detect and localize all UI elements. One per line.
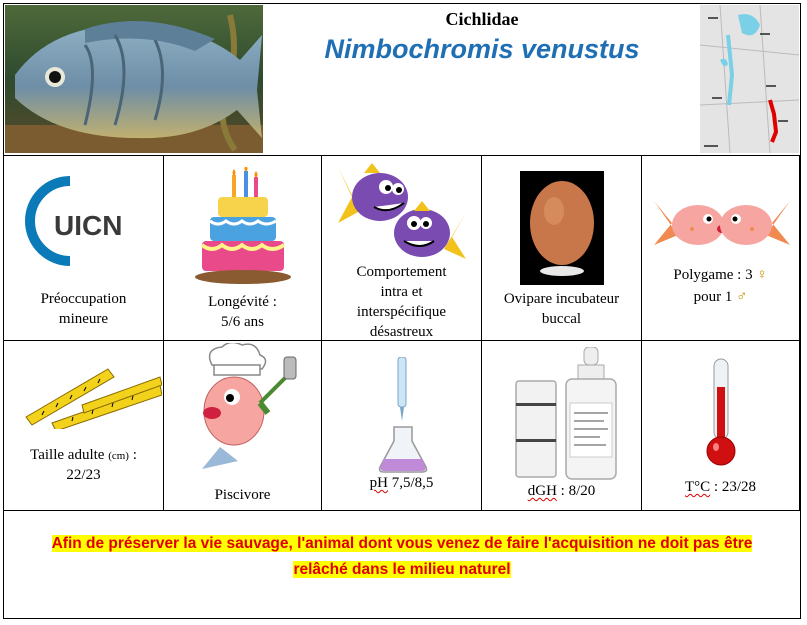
info-grid xyxy=(4,155,800,511)
temp-cell xyxy=(642,341,800,511)
social-label-2 xyxy=(642,287,799,307)
uicn-logo xyxy=(24,175,146,267)
thermometer-icon xyxy=(704,357,738,467)
species-name: Nimbochromis venustus xyxy=(324,34,640,64)
temp-label: T°C : 23/28 xyxy=(684,479,756,495)
social-label-1 xyxy=(642,265,799,285)
behavior-label-1: Comportement xyxy=(356,264,447,280)
ph-label: pH 7,5/8,5 xyxy=(369,475,434,491)
longevity-cell xyxy=(164,155,322,341)
svg-text:UICN: UICN xyxy=(54,210,123,241)
dgh-label: dGH : 8/20 xyxy=(527,483,596,499)
warning-line-2: relâché dans le milieu naturel xyxy=(293,561,511,578)
chef-fish-icon xyxy=(190,343,300,473)
male-symbol-icon: ♂ xyxy=(736,289,748,305)
behavior-label-3: interspécifique xyxy=(356,304,447,320)
diet-cell xyxy=(164,341,322,511)
ph-cell xyxy=(322,341,482,511)
behavior-cell xyxy=(322,155,482,341)
distribution-map xyxy=(700,5,799,153)
breeding-label-2: buccal xyxy=(541,311,582,327)
size-cell xyxy=(4,341,164,511)
behavior-label-4: désastreux xyxy=(369,324,434,340)
ratio-text: pour 1 xyxy=(693,289,733,305)
polygamy-text: Polygame : 3 xyxy=(673,267,753,283)
egg-icon xyxy=(520,171,604,285)
header xyxy=(4,4,800,156)
behavior-label-2: intra et xyxy=(380,284,423,300)
diet-label: Piscivore xyxy=(214,487,271,503)
dgh-cell xyxy=(482,341,642,511)
uicn-label-2: mineure xyxy=(58,311,109,327)
uicn-cell xyxy=(4,155,164,341)
breeding-label-1: Ovipare incubateur xyxy=(503,291,620,307)
size-label-2: 22/23 xyxy=(66,467,101,483)
test-kit-icon xyxy=(512,347,622,481)
warning-box xyxy=(4,511,800,618)
angry-fish-icon xyxy=(334,157,470,263)
social-cell xyxy=(642,155,800,341)
species-sheet xyxy=(3,3,801,619)
folding-ruler-icon xyxy=(22,365,162,429)
longevity-label-1: Longévité : xyxy=(208,294,277,310)
kissing-fish-icon xyxy=(652,193,792,257)
warning-text xyxy=(14,531,790,583)
uicn-label-1: Préoccupation xyxy=(40,291,127,307)
size-label-1: Taille adulte (cm) : xyxy=(30,447,137,463)
warning-line-1: Afin de préserver la vie sauvage, l'animal dont vous venez de faire l'acquisition ne doit pas être xyxy=(51,535,753,552)
flask-pipette-icon xyxy=(378,357,428,473)
breeding-cell xyxy=(482,155,642,341)
fish-photo xyxy=(5,5,263,153)
longevity-label-2: 5/6 ans xyxy=(221,314,264,330)
family-name: Cichlidae xyxy=(445,9,519,29)
female-symbol-icon: ♀ xyxy=(756,267,768,283)
birthday-cake-icon xyxy=(192,167,292,287)
